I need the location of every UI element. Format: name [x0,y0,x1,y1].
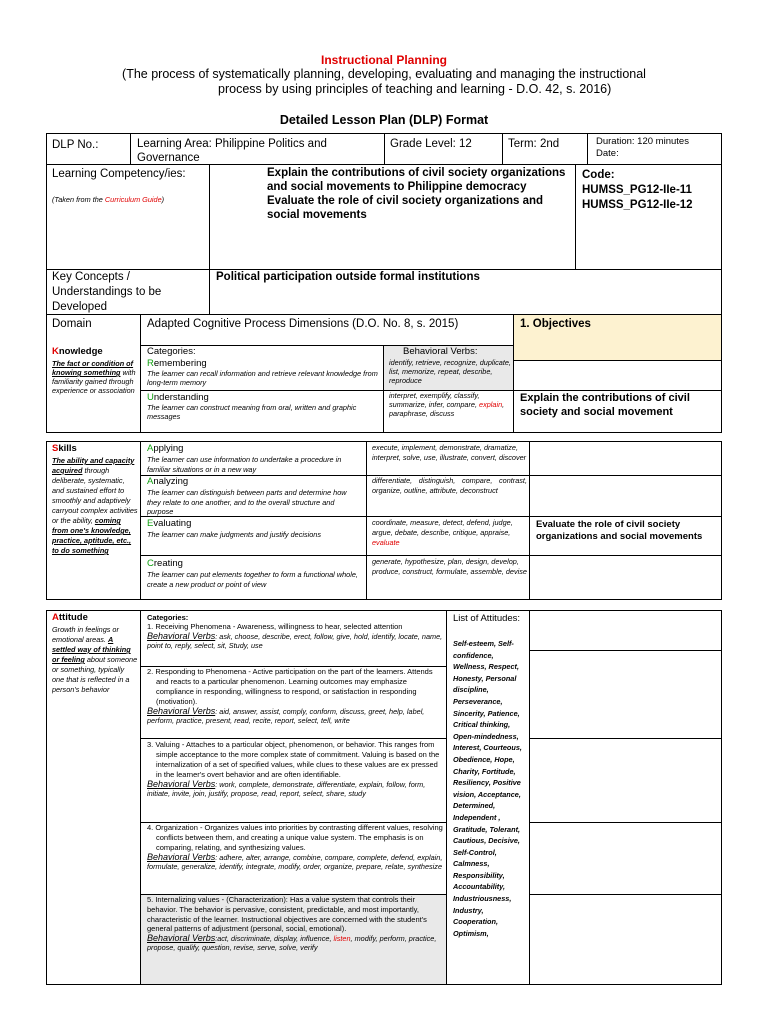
evaluating-description: The learner can make judgments and justify decisions [147,530,321,539]
applying-verbs: execute, implement, demonstrate, dramatize, interpret, solve, use, illustrate, convert, discover [372,443,527,462]
competency-item-1: - Explain the contributions of civil society organizations and social movements to Philippine democracy [267,166,573,194]
code-1: HUMSS_PG12-IIe-11 [582,184,692,196]
skills-objective: Evaluate the role of civil society organizations and social movements [536,519,703,542]
analyzing-verbs: differentiate, distinguish, compare, contrast, organize, outline, attribute, deconstruct [372,476,527,495]
domain-label: Domain [52,318,92,330]
analyzing-heading: Analyzing [147,476,189,487]
competency-label: Learning Competency/ies: [52,168,186,180]
knowledge-description: The fact or condition of knowing something with familiarity gained through experience or association [52,359,136,395]
format-title: Detailed Lesson Plan (DLP) Format [279,113,489,127]
code-label: Code: [582,169,615,181]
cognitive-dimensions-label: Adapted Cognitive Process Dimensions (D.O. No. 8, s. 2015) [147,318,459,330]
curriculum-guide-link: Curriculum Guide [104,195,162,204]
applying-heading: Applying [147,443,184,454]
understanding-verbs: interpret, exemplify, classify, summarize, infer, compare, explain, paraphrase, discuss [389,391,505,418]
page-subtitle: (The process of systematically planning, developing, evaluating and managing the instructional [122,67,646,81]
understanding-heading: Understanding [147,392,209,403]
code-2: HUMSS_PG12-IIe-12 [582,199,693,211]
attitude-category-5: 5. Internalizing values - (Characterization): Has a value system that controls their behavior. The behavior is pervasive, consistent, predictable, and most importantly, characteristic of the learner. Instructional objectives are concerned with the student's general patterns of adjustment (personal, social, emotional). Behavioral Verbs:act, discriminate, display, influence, listen, modify, perform, practice, propose, qualify, question, revise, serve, solve, verify [147,895,437,953]
evaluating-verbs: coordinate, measure, detect, defend, judge, argue, debate, describe, critique, appraise, evaluate [372,518,513,547]
attitude-categories-label: Categories: [147,613,189,622]
page-subtitle-continued: process by using principles of teaching and learning - D.O. 42, s. 2016) [218,82,612,96]
attitude-category-2: 2. Responding to Phenomena - Active participation on the part of the learners. Attends and reacts to a particular phenomenon. Learning outcomes may emphasize compliance in responding, willingness to respond, or satisfaction in responding (motivation). Behavioral Verbs: aid, answer, assist, comply, conform, discuss, greet, help, label, perform, practice, present, read, recite, report, select, tell, write [147,667,433,725]
creating-description: The learner can put elements together to form a functional whole, create a new product or point of view [147,570,358,589]
skills-description: The ability and capacity acquired through deliberate, systematic, and sustained effort to smoothly and adaptively carryout complex activities or the ability, coming from one's knowledge, practice, aptitude, etc., to do something [52,456,138,555]
attitude-list: Self-esteem, Self-confidence, Wellness, Respect, Honesty, Personal discipline, Perseverance, Sincerity, Patience, Critical thinking, Open-mindedness, Interest, Courteous, Obedience, Hope, Charity, Fortitude, Resiliency, Positive vision, Acceptance, Determined, Independent , Gratitude, Tolerant, Cautious, Decisive, Self-Control, Calmness, Responsibility, Accountability, Industriousness, Industry, Cooperation, Optimism, [453,639,522,938]
creating-verbs: generate, hypothesize, plan, design, develop, produce, construct, formulate, assemble, devise [372,557,527,576]
knowledge-objective: Explain the contributions of civil society and social movement [520,392,690,418]
attitude-heading: Attitude [52,612,88,623]
competency-list [267,166,573,222]
key-concepts-label: Key Concepts / Understandings to be Developed [52,271,162,313]
evaluating-heading: Evaluating [147,518,192,529]
grade-level: Grade Level: 12 [390,138,472,150]
remembering-description: The learner can recall information and retrieve relevant knowledge from long-term memory [147,369,378,387]
competency-item-2: - Evaluate the role of civil society organizations and social movements [267,194,573,222]
duration: Duration: 120 minutes [596,136,689,147]
date-label: Date: [596,148,619,159]
applying-description: The learner can use information to undertake a procedure in familiar situations or in a new way [147,455,342,474]
attitude-description: Growth in feelings or emotional areas. A settled way of thinking or feeling about someone or something, typically one that is reflected in a person's behavior [52,625,138,694]
attitude-category-1: 1. Receiving Phenomena - Awareness, willingness to hear, selected attention Behavioral Verbs: ask, choose, describe, erect, follow, give, hold, identify, locate, name, point to, reply, select, sit, Study, use [147,622,443,650]
competency-note: (Taken from the Curriculum Guide) [52,195,165,204]
categories-label: Categories: [147,346,196,357]
attitude-list-label: List of Attitudes: [453,613,521,624]
attitude-category-4: 4. Organization - Organizes values into priorities by contrasting different values, resolving conflicts between them, and creating a unique value system. The emphasis is on comparing, relating, and synthesizing values. Behavioral Verbs: adhere, alter, arrange, combine, compare, complete, defend, explain, formulate, generalize, identify, integrate, modify, order, organize, prepare, relate, synthesize [147,823,443,871]
dlp-no-label: DLP No.: [52,139,99,151]
term: Term: 2nd [508,138,560,150]
key-concepts-value: Political participation outside formal institutions [216,271,480,283]
analyzing-description: The learner can distinguish between parts and determine how they relate to one another, and to the overall structure and purpose [147,488,347,516]
creating-heading: Creating [147,558,183,569]
remembering-verbs: identify, retrieve, recognize, duplicate, list, memorize, repeat, describe, reproduce [389,358,511,385]
objectives-heading: 1. Objectives [520,318,591,330]
learning-area: Learning Area: Philippine Politics and Governance [137,138,327,164]
page-title: Instructional Planning [320,53,447,67]
skills-heading: Skills [52,443,77,454]
attitude-category-3: 3. Valuing - Attaches to a particular object, phenomenon, or behavior. This ranges from simple acceptance to the more complex state of commitment. Valuing is based on the internalization of a set of specified values, while clues to these values are ex pressed in the learner's overt behavior and are often identifiable. Behavioral Verbs: work, complete, demonstrate, differentiate, explain, follow, form, initiate, invite, join, justify, propose, read, report, select, share, study [147,740,440,798]
understanding-description: The learner can construct meaning from oral, written and graphic messages [147,403,357,421]
remembering-heading: Remembering [147,358,207,369]
behavioral-verbs-label: Behavioral Verbs: [403,346,478,357]
knowledge-heading: Knowledge [52,346,103,357]
